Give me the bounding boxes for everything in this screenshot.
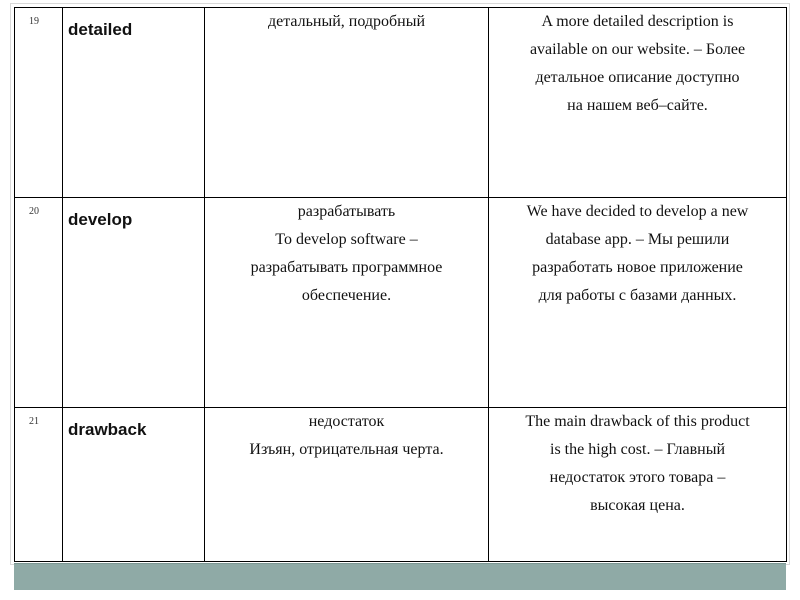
translation-line: To develop software – bbox=[275, 231, 418, 248]
word-cell bbox=[63, 198, 205, 408]
table-row bbox=[15, 198, 787, 408]
example-cell bbox=[489, 8, 787, 198]
translation-line: Изъян, отрицательная черта. bbox=[249, 441, 444, 458]
row-number: 19 bbox=[29, 16, 39, 27]
row-number: 21 bbox=[29, 416, 39, 427]
word-cell bbox=[63, 8, 205, 198]
table-row bbox=[15, 408, 787, 562]
row-number: 20 bbox=[29, 206, 39, 217]
translation-cell bbox=[205, 408, 489, 562]
example-line: available on our website. – Более bbox=[529, 41, 746, 58]
translation-cell bbox=[205, 8, 489, 198]
translation-line: разрабатывать программное bbox=[250, 259, 443, 276]
example-line: разработать новое приложение bbox=[532, 259, 743, 276]
vocab-word: detailed bbox=[68, 20, 133, 39]
example-line: недостаток этого товара – bbox=[549, 469, 726, 486]
example-line: детальное описание доступно bbox=[535, 69, 740, 86]
example-line: на нашем веб–сайте. bbox=[567, 97, 708, 114]
row-number-cell bbox=[15, 8, 63, 198]
word-cell bbox=[63, 408, 205, 562]
translation-line: разрабатывать bbox=[297, 203, 396, 220]
row-number-cell bbox=[15, 408, 63, 562]
example-line: высокая цена. bbox=[590, 497, 685, 514]
example-line: We have decided to develop a new bbox=[526, 203, 749, 220]
row-number-cell bbox=[15, 198, 63, 408]
example-line: для работы с базами данных. bbox=[538, 287, 737, 304]
vocabulary-table bbox=[14, 7, 787, 562]
footer-bar bbox=[14, 563, 786, 590]
example-line: database app. – Мы решили bbox=[545, 231, 730, 248]
example-cell bbox=[489, 198, 787, 408]
example-line: A more detailed description is bbox=[541, 13, 734, 30]
vocab-word: develop bbox=[68, 210, 133, 229]
example-cell bbox=[489, 408, 787, 562]
translation-line: недостаток bbox=[308, 413, 385, 430]
vocabulary-table-container bbox=[14, 7, 786, 561]
translation-line: обеспечение. bbox=[301, 287, 392, 304]
translation-line: детальный, подробный bbox=[267, 13, 426, 30]
table-row bbox=[15, 8, 787, 198]
example-line: is the high cost. – Главный bbox=[550, 441, 725, 458]
vocab-word: drawback bbox=[68, 420, 147, 439]
translation-cell bbox=[205, 198, 489, 408]
example-line: The main drawback of this product bbox=[525, 413, 750, 430]
